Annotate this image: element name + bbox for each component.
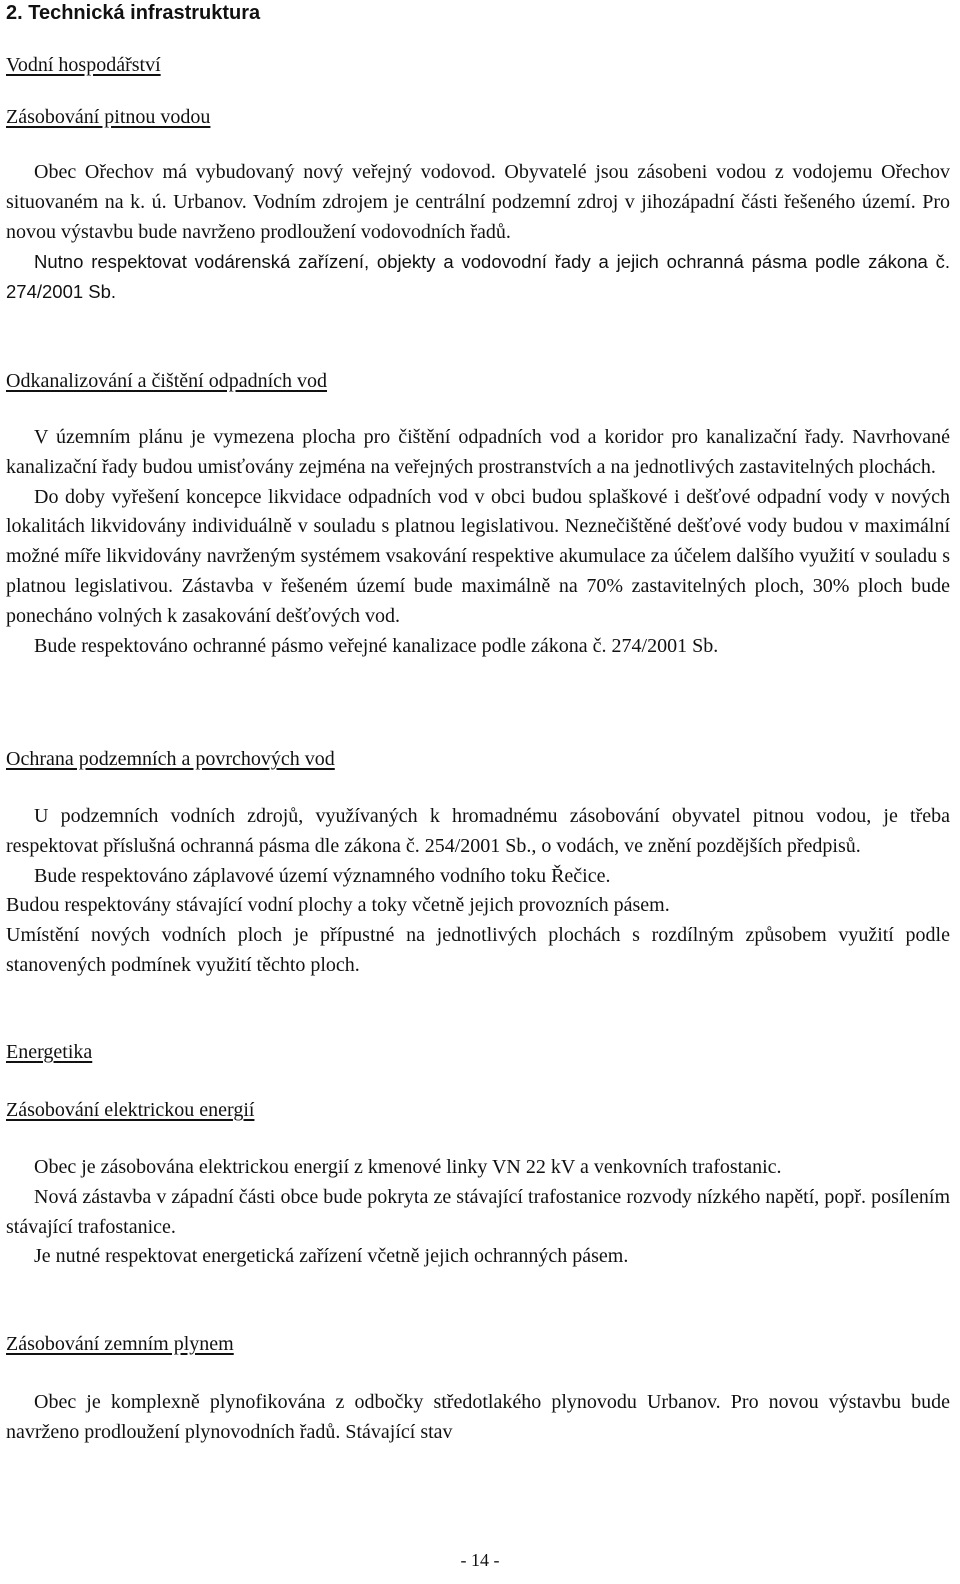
heading-ochrana-vod: Ochrana podzemních a povrchových vod (6, 748, 335, 770)
paragraph: V územním plánu je vymezena plocha pro čištění odpadních vod a koridor pro kanalizační řady. Navrhované kanalizační řady budou umisťovány zejména na veřejných prostranstvích a na jednotlivých zastavitelných plochách. (6, 426, 950, 478)
paragraph: Je nutné respektovat energetická zařízení včetně jejich ochranných pásem. (34, 1245, 629, 1268)
paragraph: Umístění nových vodních ploch je přípustné na jednotlivých plochách s rozdílným způsobem využití podle stanovených podmínek využití těchto ploch. (6, 924, 950, 976)
heading-zasobovani-plynem: Zásobování zemním plynem (6, 1333, 234, 1355)
paragraph-block-ochrana-vod (6, 802, 950, 981)
paragraph: Do doby vyřešení koncepce likvidace odpadních vod v obci budou splaškové i dešťové odpadní vody v nových lokalitách likvidovány individuálně v souladu s platnou legislativou. Neznečištěné dešťové vody budou v maximální možné míře likvidovány navrženým systémem vsakování respektive akumulace za účelem dalšího využití v souladu s platnou legislativou. Zástavba v řešeném území bude maximálně na 70% zastavitelných ploch, 30% ploch bude ponecháno volných k zasakování dešťových vod. (6, 485, 950, 627)
paragraph: Budou respektovány stávající vodní plochy a toky včetně jejich provozních pásem. (6, 894, 670, 917)
paragraph-block-odkanalizovani (6, 423, 950, 661)
paragraph: Nutno respektovat vodárenská zařízení, objekty a vodovodní řady a jejich ochranná pásma podle zákona č. 274/2001 Sb. (6, 251, 950, 303)
paragraph-block-plyn (6, 1388, 950, 1448)
paragraph-block-elektrina (6, 1153, 950, 1272)
paragraph: Bude respektováno ochranné pásmo veřejné kanalizace podle zákona č. 274/2001 Sb. (34, 634, 719, 657)
heading-odkanalizovani: Odkanalizování a čištění odpadních vod (6, 370, 328, 392)
page-number: - 14 - (460, 1550, 500, 1570)
paragraph-block-pitna-voda (6, 158, 950, 307)
paragraph: Bude respektováno záplavové území významného vodního toku Řečice. (34, 864, 611, 887)
section-title: 2. Technická infrastruktura (6, 2, 261, 24)
paragraph: Obec je komplexně plynofikována z odbočky středotlakého plynovodu Urbanov. Pro novou výstavbu bude navrženo prodloužení plynovodních řadů. Stávající stav (6, 1391, 950, 1443)
heading-zasobovani-pitnou-vodou: Zásobování pitnou vodou (6, 106, 211, 128)
heading-vodni-hospodarstvi: Vodní hospodářství (6, 54, 161, 76)
heading-zasobovani-elektrickou-energii: Zásobování elektrickou energií (6, 1099, 255, 1121)
paragraph: Nová zástavba v západní části obce bude pokryta ze stávající trafostanice rozvody nízkého napětí, popř. posílením stávající trafostanice. (6, 1185, 950, 1238)
paragraph: U podzemních vodních zdrojů, využívaných k hromadnému zásobování obyvatel pitnou vodou, je třeba respektovat příslušná ochranná pásma dle zákona č. 254/2001 Sb., o vodách, ve znění pozdějších předpisů. (6, 805, 950, 857)
heading-energetika: Energetika (6, 1041, 93, 1063)
paragraph: Obec je zásobována elektrickou energií z kmenové linky VN 22 kV a venkovních trafostanic. (34, 1156, 782, 1178)
paragraph: Obec Ořechov má vybudovaný nový veřejný vodovod. Obyvatelé jsou zásobeni vodou z vodojemu Ořechov situovaném na k. ú. Urbanov. Vodním zdrojem je centrální podzemní zdroj v jihozápadní části řešeného území. Pro novou výstavbu bude navrženo prodloužení vodovodních řadů. (6, 161, 950, 243)
